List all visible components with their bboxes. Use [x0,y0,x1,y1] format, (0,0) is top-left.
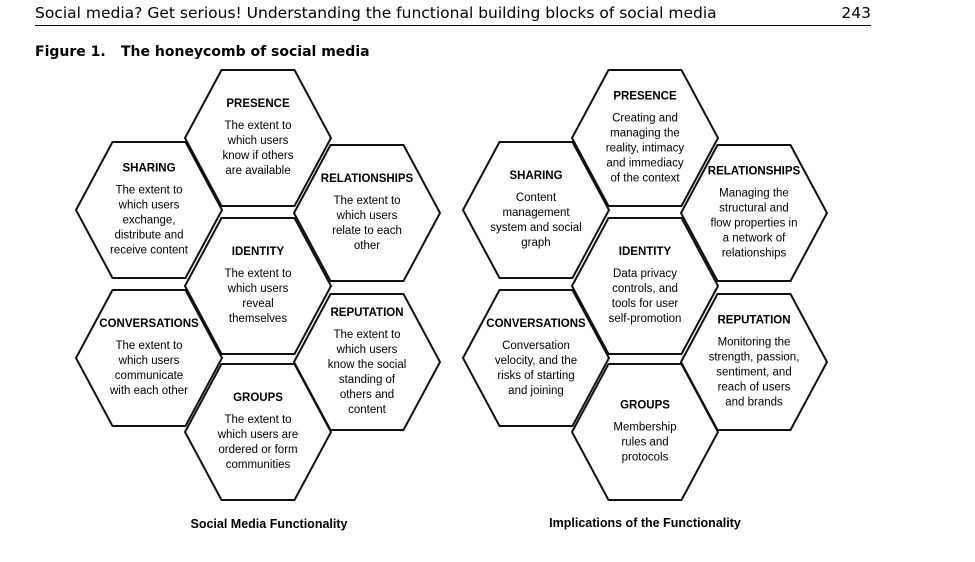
cell-text-line: which users [227,135,289,147]
figure-number: Figure 1. [35,44,106,60]
cell-text-line: The extent to [224,268,292,280]
cell-text-line: The extent to [224,120,292,132]
cell-text-line: protocols [621,451,669,464]
cell-text-line: which users [227,283,289,295]
cell-text-line: communities [225,459,291,471]
cell-title-conversations: CONVERSATIONS [99,318,199,330]
cell-title-groups: GROUPS [620,399,670,412]
running-title: Social media? Get serious! Understanding the functional building blocks of social media [35,4,717,22]
cell-title-identity: IDENTITY [618,246,672,258]
cell-title-sharing: SHARING [122,162,176,175]
cell-text-line: management [502,207,570,219]
cell-text-line: which users [336,210,398,222]
cell-title-reputation: REPUTATION [330,307,404,319]
cell-title-relationships: RELATIONSHIPS [707,165,801,178]
cell-text-line: Creating and [612,112,678,125]
cell-text-line: controls, and [612,283,678,295]
cell-text-line: relationships [721,247,787,260]
cell-title-reputation: REPUTATION [717,314,791,327]
cell-text-line: ordered or form [218,444,298,456]
cell-text-line: of the context [610,172,680,185]
cell-text-line: Content [515,192,557,204]
cell-title-groups: GROUPS [233,392,283,404]
cell-text-line: self-promotion [608,313,682,325]
cell-text-line: standing of [338,374,396,386]
panel-label: Social Media Functionality [190,517,348,531]
cell-text-line: sentiment, and [716,366,792,379]
cell-text-line: The extent to [333,195,401,207]
cell-title-presence: PRESENCE [613,90,677,103]
cell-text-line: know if others [222,150,294,162]
cell-title-identity: IDENTITY [231,246,285,258]
honeycomb-panel-1 [76,70,440,531]
panel-label: Implications of the Functionality [549,516,741,530]
cell-text-line: relate to each [332,225,402,237]
cell-text-line: rules and [621,436,669,449]
cell-text-line: reach of users [717,381,791,394]
cell-title-relationships: RELATIONSHIPS [320,173,414,185]
cell-text-line: which users [336,344,398,356]
cell-text-line: which users [118,355,180,367]
cell-text-line: Data privacy [613,268,677,280]
cell-title-presence: PRESENCE [226,98,290,110]
cell-text-line: system and social [490,222,582,234]
cell-text-line: which users are [217,429,299,441]
cell-text-line: risks of starting [497,370,575,382]
cell-text-line: and brands [725,396,783,409]
cell-text-line: know the social [327,359,407,371]
cell-text-line: Membership [613,421,677,434]
cell-text-line: reality, intimacy [605,142,685,155]
page-number: 243 [841,4,871,22]
cell-text-line: strength, passion, [708,351,800,364]
cell-text-line: managing the [610,127,680,140]
cell-text-line: receive content [110,244,188,257]
cell-text-line: structural and [719,202,789,215]
figure-title: The honeycomb of social media [121,44,370,60]
cell-text-line: The extent to [333,329,401,341]
cell-text-line: a network of [722,232,786,245]
cell-text-line: other [353,240,381,252]
cell-text-line: reveal [242,298,274,310]
cell-text-line: and immediacy [606,157,684,170]
cell-text-line: exchange, [122,214,176,227]
cell-text-line: velocity, and the [494,355,578,367]
cell-text-line: themselves [228,313,288,325]
cell-title-sharing: SHARING [509,170,563,182]
cell-text-line: which users [118,199,180,212]
cell-text-line: Monitoring the [717,336,791,349]
cell-title-conversations: CONVERSATIONS [486,318,586,330]
cell-text-line: and joining [508,385,564,397]
honeycomb-panel-2 [463,70,827,530]
cell-text-line: tools for user [611,298,679,310]
cell-text-line: Managing the [719,187,789,200]
cell-text-line: flow properties in [710,217,798,230]
cell-text-line: The extent to [115,184,183,197]
cell-text-line: Conversation [502,340,570,352]
cell-text-line: with each other [110,385,188,397]
cell-text-line: communicate [114,370,184,382]
cell-text-line: The extent to [115,340,183,352]
cell-text-line: others and [339,389,395,401]
cell-text-line: The extent to [224,414,292,426]
cell-text-line: content [348,404,386,416]
cell-text-line: graph [521,237,551,249]
cell-text-line: distribute and [114,229,184,242]
cell-text-line: are available [225,165,291,177]
